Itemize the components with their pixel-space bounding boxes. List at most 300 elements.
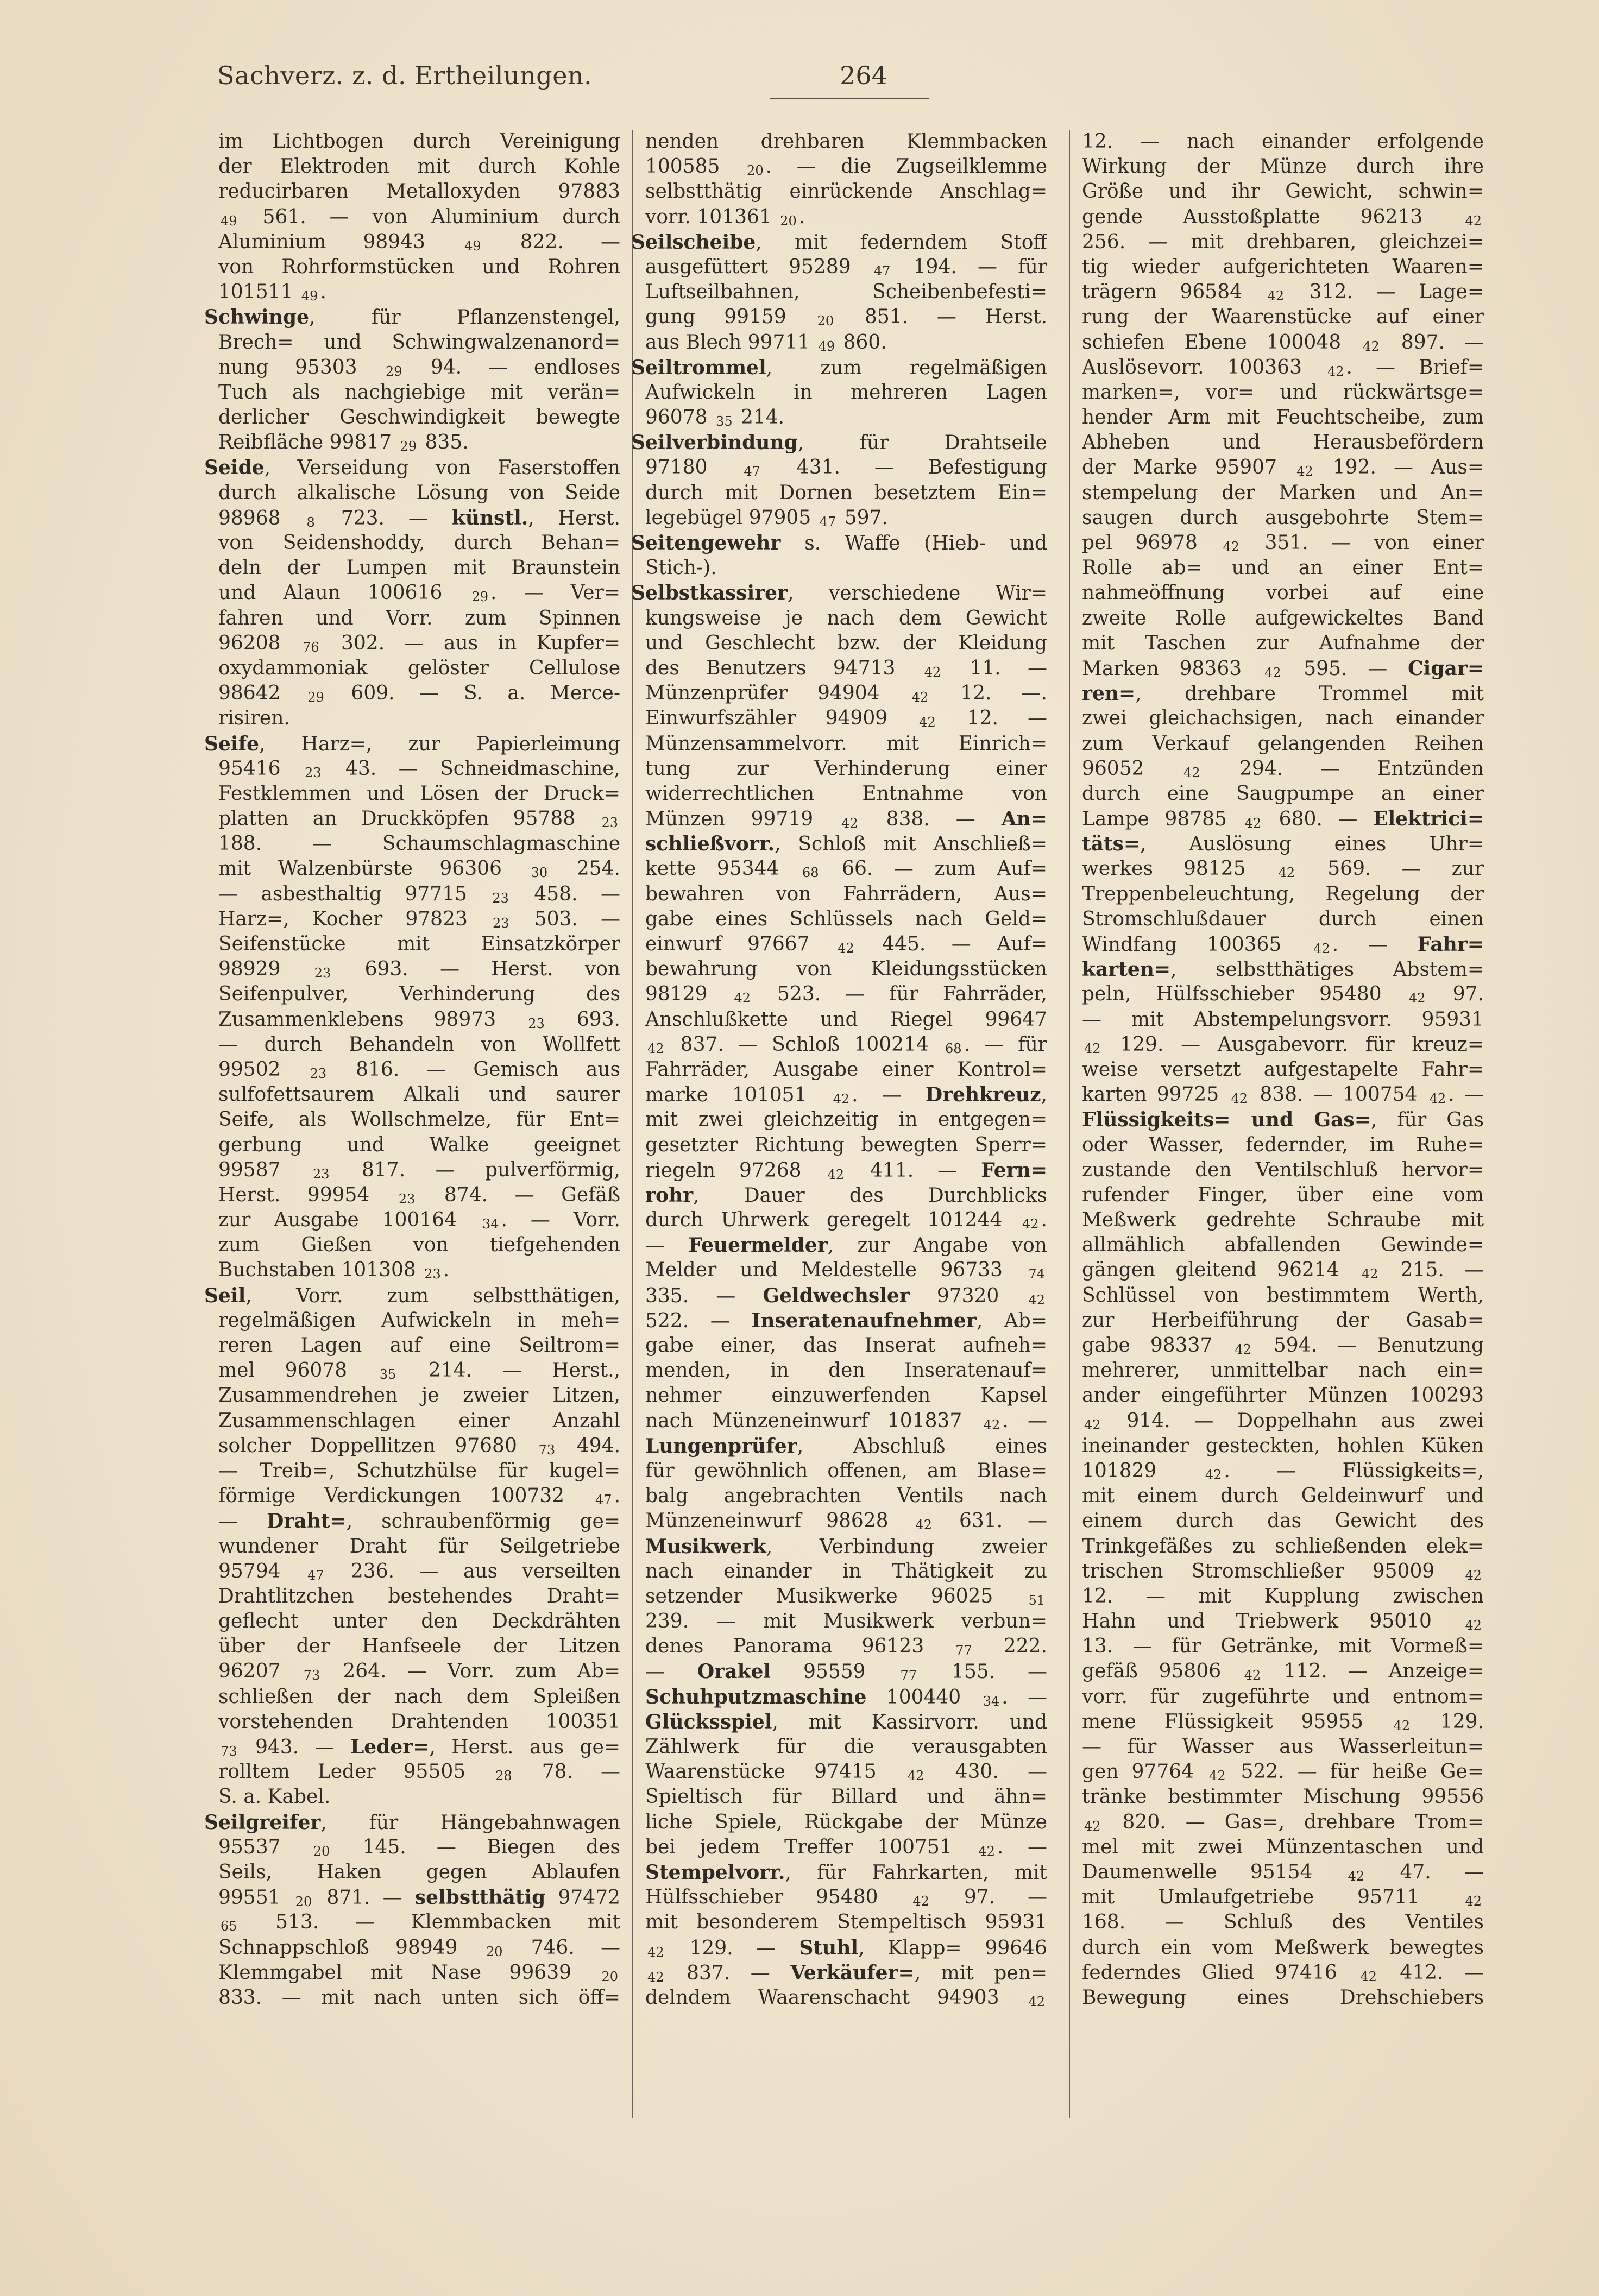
index-line: — asbesthaltig 97715 23 458. —	[218, 882, 620, 906]
headword: künstl.	[451, 506, 528, 529]
index-line: 95794 47 236. — aus verseilten	[218, 1560, 620, 1583]
index-line: 42 820. — Gas=, drehbare Trom=	[1084, 1811, 1484, 1834]
index-line: mit Walzenbürste 96306 30 254.	[218, 857, 620, 881]
patent-class-number: 73	[221, 1744, 237, 1759]
headword: Flüssigkeits= und Gas=	[1082, 1108, 1371, 1132]
index-line: 239. — mit Musikwerk verbun=	[645, 1610, 1047, 1633]
index-line: rung der Waarenstücke auf einer	[1082, 306, 1484, 329]
index-line: und Geschlecht bzw. der Kleidung	[645, 632, 1047, 654]
patent-class-number: 42	[1223, 539, 1239, 554]
patent-class-number: 42	[1361, 1266, 1378, 1282]
index-line: vorstehenden Drahtenden 100351	[218, 1710, 620, 1733]
patent-class-number: 23	[424, 1266, 441, 1282]
patent-class-number: 74	[1028, 1266, 1045, 1282]
index-line: tig wieder aufgerichteten Waaren=	[1082, 255, 1484, 278]
index-line: ren=, drehbare Trommel mit	[1082, 682, 1484, 705]
index-line: schiefen Ebene 100048 42 897. —	[1082, 331, 1484, 354]
index-line: 42 837. — Schloß 100214 68 . — für	[647, 1033, 1047, 1056]
index-line: vorr. 101361 20 .	[645, 205, 805, 229]
patent-class-number: 34	[983, 1693, 1000, 1709]
index-line: ineinander gesteckten, hohlen Küken	[1082, 1434, 1484, 1457]
headword: Draht=	[267, 1510, 347, 1533]
index-line: durch ein vom Meßwerk bewegtes	[1082, 1936, 1484, 1959]
index-line: durch eine Saugpumpe an einer	[1082, 782, 1484, 805]
index-line: schließvorr., Schloß mit Anschließ=	[645, 832, 1047, 856]
patent-class-number: 23	[492, 890, 509, 906]
patent-class-number: 42	[1465, 1894, 1482, 1909]
index-line: 96052 42 294. — Entzünden	[1082, 757, 1484, 780]
patent-class-number: 47	[595, 1492, 612, 1508]
headword: Glücksspiel	[645, 1710, 772, 1733]
patent-class-number: 42	[833, 1092, 850, 1107]
index-line: Brech= und Schwingwalzenanord=	[218, 331, 620, 354]
index-line: 101829 42 . — Flüssigkeits=,	[1082, 1459, 1484, 1483]
index-line: Seilscheibe, mit federndem Stoff	[631, 230, 1047, 254]
index-line: Tuch als nachgiebige mit verän=	[218, 381, 620, 403]
headword: Seilgreifer	[204, 1811, 321, 1834]
index-line: Zusammendrehen je zweier Litzen,	[218, 1384, 620, 1407]
index-line: gende Ausstoßplatte 96213 42	[1082, 205, 1482, 229]
index-line: — Draht=, schraubenförmig ge=	[218, 1510, 620, 1533]
patent-class-number: 23	[601, 815, 618, 831]
index-line: Bewegung eines Drehschiebers	[1082, 1986, 1484, 2009]
headword: Verkäufer=	[790, 1961, 915, 1984]
index-line: deln der Lumpen mit Braunstein	[218, 557, 620, 579]
patent-class-number: 42	[983, 1417, 1000, 1433]
column-divider	[1069, 130, 1070, 2118]
patent-class-number: 42	[1429, 1091, 1446, 1107]
patent-class-number: 42	[647, 1040, 664, 1056]
index-line: 12. — mit Kupplung zwischen	[1082, 1585, 1484, 1607]
headword: Seiltrommel	[631, 356, 766, 379]
patent-class-number: 42	[1363, 338, 1380, 354]
index-line: gabe einer, das Inserat aufneh=	[645, 1334, 1047, 1357]
index-line: solcher Doppellitzen 97680 73 494.	[218, 1434, 620, 1458]
index-line: tung zur Verhinderung einer	[645, 757, 1047, 780]
patent-class-number: 8	[306, 514, 315, 530]
patent-class-number: 42	[912, 1894, 929, 1909]
index-line: Schnappschloß 98949 20 746. —	[218, 1936, 620, 1959]
index-line: 98129 42 523. — für Fahrräder,	[645, 983, 1047, 1006]
patent-class-number: 42	[1205, 1467, 1222, 1483]
patent-class-number: 23	[528, 1015, 545, 1031]
patent-class-number: 29	[385, 363, 402, 379]
index-line: 101511 49 .	[218, 281, 326, 304]
index-line: sulfofettsaurem Alkali und saurer	[218, 1083, 620, 1106]
headword: An=	[1001, 808, 1047, 831]
patent-class-number: 23	[398, 1191, 416, 1207]
index-line: Schlüssel von bestimmtem Werth,	[1082, 1284, 1484, 1307]
patent-class-number: 42	[1313, 941, 1330, 956]
index-line: Stromschlußdauer durch einen	[1082, 907, 1484, 930]
index-line: legebügel 97905 47 597.	[645, 506, 888, 529]
patent-class-number: 42	[1327, 363, 1344, 379]
index-line: 12. — nach einander erfolgende	[1082, 130, 1484, 153]
index-line: balg angebrachten Ventils nach	[645, 1485, 1047, 1507]
headword: Drehkreuz	[925, 1083, 1041, 1107]
index-line: Rolle ab= und an einer Ent=	[1082, 557, 1484, 579]
index-line: Münzen 99719 42 838. — An=	[645, 808, 1047, 831]
index-line: oder Wasser, federnder, im Ruhe=	[1082, 1133, 1484, 1156]
headword: Lungenprüfer	[645, 1434, 797, 1458]
index-line: trägern 96584 42 312. — Lage=	[1082, 281, 1484, 304]
patent-class-number: 35	[379, 1367, 396, 1383]
index-line: geflecht unter den Deckdrähten	[218, 1610, 620, 1633]
patent-class-number: 42	[1022, 1216, 1039, 1232]
headword: Inseratenaufnehmer	[751, 1309, 977, 1332]
patent-class-number: 42	[1267, 288, 1285, 304]
patent-class-number: 77	[900, 1668, 917, 1684]
patent-class-number: 42	[924, 664, 941, 680]
patent-class-number: 42	[915, 1517, 933, 1533]
index-line: bewahren von Fahrrädern, Aus=	[645, 882, 1047, 905]
index-line: kungsweise je nach dem Gewicht	[645, 607, 1047, 629]
patent-class-number: 20	[817, 313, 834, 329]
index-line: von Rohrformstücken und Rohren	[218, 255, 620, 278]
index-line: gabe eines Schlüssels nach Geld=	[645, 907, 1047, 930]
index-line: 522. — Inseratenaufnehmer, Ab=	[645, 1309, 1047, 1332]
patent-class-number: 47	[744, 464, 760, 480]
index-line: Herst. 99954 23 874. — Gefäß	[218, 1183, 620, 1207]
index-line: ausgefüttert 95289 47 194. — für	[645, 255, 1047, 279]
index-line: reren Lagen auf eine Seiltrom=	[218, 1334, 620, 1357]
index-line: Seitengewehr s. Waffe (Hieb- und	[631, 532, 1047, 554]
index-line: platten an Druckköpfen 95788 23	[218, 808, 618, 831]
index-line: 42 914. — Doppelhahn aus zwei	[1084, 1409, 1484, 1433]
patent-class-number: 68	[945, 1040, 962, 1056]
index-line: marke 101051 42 . — Drehkreuz,	[645, 1083, 1047, 1107]
index-line: 335. — Geldwechsler 97320 42	[645, 1284, 1045, 1308]
index-line: mit einem durch Geldeinwurf und	[1082, 1485, 1484, 1507]
headword: Seide	[204, 456, 265, 480]
index-line: Größe und ihr Gewicht, schwin=	[1082, 180, 1484, 203]
index-line: einwurf 97667 42 445. — Auf=	[645, 933, 1047, 956]
index-line: kette 95344 68 66. — zum Auf=	[645, 857, 1047, 881]
patent-class-number: 20	[295, 1894, 312, 1910]
index-line: — mit Abstempelungsvorr. 95931	[1082, 1008, 1484, 1031]
patent-class-number: 20	[601, 1969, 618, 1984]
index-line: Fahrräder, Ausgabe einer Kontrol=	[645, 1058, 1047, 1081]
patent-class-number: 42	[1244, 1668, 1261, 1683]
index-line: Hülfsschieber 95480 42 97. —	[645, 1886, 1047, 1909]
index-line: 168. — Schluß des Ventiles	[1082, 1911, 1484, 1934]
index-line: trischen Stromschließer 95009 42	[1082, 1560, 1482, 1583]
headword: Stempelvorr.	[645, 1860, 785, 1884]
index-line: pel 96978 42 351. — von einer	[1082, 532, 1484, 554]
index-line: gängen gleitend 96214 42 215. —	[1082, 1259, 1484, 1282]
index-line: Seide, Verseidung von Faserstoffen	[204, 456, 620, 480]
index-line: Luftseilbahnen, Scheibenbefesti=	[645, 281, 1047, 304]
patent-class-number: 76	[302, 639, 319, 655]
index-line: vorr. für zugeführte und entnom=	[1082, 1685, 1484, 1708]
patent-class-number: 42	[841, 816, 858, 831]
patent-class-number: 42	[1209, 1768, 1226, 1784]
index-line: Trinkgefäßes zu schließenden elek=	[1082, 1535, 1484, 1557]
index-line: 13. — für Getränke, mit Vormeß=	[1082, 1635, 1484, 1658]
index-line: — durch Behandeln von Wollfett	[218, 1033, 620, 1056]
index-line: mel mit zwei Münzentaschen und	[1082, 1835, 1484, 1858]
index-line: wundener Draht für Seilgetriebe	[218, 1535, 620, 1557]
index-line: Münzenprüfer 94904 42 12. —.	[645, 682, 1047, 705]
index-line: Aluminium 98943 49 822. —	[218, 230, 620, 254]
patent-class-number: 42	[919, 715, 936, 730]
index-line: bei jedem Treffer 100751 42 . —	[645, 1835, 1047, 1859]
headword: Seitengewehr	[631, 532, 781, 554]
index-line: Meßwerk gedrehte Schraube mit	[1082, 1209, 1484, 1232]
index-line: 188. — Schaumschlagmaschine	[218, 832, 620, 855]
patent-class-number: 42	[1231, 1091, 1248, 1107]
index-line: weise versetzt aufgestapelte Fahr=	[1082, 1058, 1484, 1081]
patent-class-number: 34	[482, 1216, 499, 1232]
index-line: 42 129. — Ausgabevorr. für kreuz=	[1084, 1033, 1484, 1056]
index-line: karten=, selbstthätiges Abstem=	[1082, 958, 1484, 981]
running-head: Sachverz. z. d. Ertheilungen.	[217, 61, 593, 90]
patent-class-number: 23	[310, 1065, 327, 1081]
index-line: 42 837. — Verkäufer=, mit pen=	[647, 1961, 1047, 1985]
index-line: 73 943. — Leder=, Herst. aus ge=	[221, 1736, 620, 1759]
index-line: über der Hanfseele der Litzen	[218, 1635, 620, 1658]
index-line: gesetzter Richtung bewegten Sperr=	[645, 1133, 1047, 1156]
index-line: durch Uhrwerk geregelt 101244 42 .	[645, 1209, 1047, 1232]
patent-class-number: 65	[221, 1919, 237, 1934]
index-line: 42 129. — Stuhl, Klapp= 99646	[647, 1936, 1047, 1960]
patent-class-number: 51	[1028, 1592, 1045, 1608]
index-line: Festklemmen und Lösen der Druck=	[218, 782, 620, 805]
index-line: 99551 20 871. — selbstthätig 97472	[218, 1886, 620, 1910]
index-line: Zusammenklebens 98973 23 693.	[218, 1008, 620, 1031]
index-line: durch mit Dornen besetztem Ein=	[645, 481, 1047, 504]
patent-class-number: 73	[303, 1668, 320, 1683]
index-line: Seifenpulver, Verhinderung des	[218, 983, 620, 1006]
patent-class-number: 42	[1408, 991, 1426, 1006]
index-line: Melder und Meldestelle 96733 74	[645, 1259, 1045, 1282]
index-line: Hahn und Triebwerk 95010 42	[1082, 1610, 1482, 1633]
index-line: widerrechtlichen Entnahme von	[645, 782, 1047, 805]
index-line: Reibfläche 99817 29 835.	[218, 431, 469, 455]
patent-class-number: 47	[307, 1567, 324, 1583]
index-line: Wirkung der Münze durch ihre	[1082, 155, 1484, 178]
patent-class-number: 29	[471, 589, 488, 605]
index-line: Einwurfszähler 94909 42 12. —	[645, 707, 1047, 730]
patent-class-number: 47	[819, 514, 836, 529]
headword: täts=	[1082, 832, 1141, 856]
index-line: rufender Finger, über eine vom	[1082, 1183, 1484, 1206]
patent-class-number: 42	[647, 1944, 664, 1960]
headword: Stuhl	[799, 1936, 859, 1959]
index-line: für gewöhnlich offenen, am Blase=	[645, 1459, 1047, 1482]
index-column-3	[1082, 129, 1484, 2010]
headword: Seilscheibe	[631, 230, 756, 254]
headword: karten=	[1082, 958, 1171, 981]
index-line: 98929 23 693. — Herst. von	[218, 958, 620, 981]
headword: schließvorr.	[645, 832, 775, 856]
index-line: gabe 98337 42 594. — Benutzung	[1082, 1334, 1484, 1357]
index-line: zur Ausgabe 100164 34 . — Vorr.	[218, 1209, 620, 1232]
index-line: 95416 23 43. — Schneidmaschine,	[218, 757, 620, 780]
index-line: Daumenwelle 95154 42 47. —	[1082, 1860, 1484, 1884]
headword: Fern=	[981, 1158, 1047, 1182]
patent-class-number: 42	[1244, 816, 1262, 831]
headword: Seife	[204, 732, 259, 755]
index-line: 98968 8 723. — künstl., Herst.	[218, 506, 620, 530]
patent-class-number: 35	[715, 414, 733, 430]
index-line: stempelung der Marken und An=	[1082, 481, 1484, 504]
index-line: 97180 47 431. — Befestigung	[645, 456, 1047, 480]
patent-class-number: 23	[314, 966, 331, 981]
index-line: riegeln 97268 42 411. — Fern=	[645, 1158, 1047, 1182]
index-line: Musikwerk, Verbindung zweier	[645, 1535, 1047, 1558]
index-line: Stich-).	[645, 557, 717, 579]
index-line: Anschlußkette und Riegel 99647	[645, 1008, 1047, 1031]
patent-class-number: 49	[464, 238, 481, 254]
headword: Leder=	[350, 1736, 430, 1758]
index-line: 99587 23 817. — pulverförmig,	[218, 1158, 620, 1182]
patent-class-number: 68	[802, 865, 819, 881]
index-line: Klemmgabel mit Nase 99639 20	[218, 1961, 618, 1984]
index-line: Harz=, Kocher 97823 23 503. —	[218, 907, 620, 931]
index-line: 96207 73 264. — Vorr. zum Ab=	[218, 1660, 620, 1683]
index-line: Flüssigkeits= und Gas=, für Gas	[1082, 1108, 1484, 1132]
headword: Elektrici=	[1373, 808, 1484, 831]
index-line: Waarenstücke 97415 42 430. —	[645, 1761, 1047, 1784]
index-line: nung 95303 29 94. — endloses	[218, 356, 620, 379]
index-line: einem durch das Gewicht des	[1082, 1510, 1484, 1532]
patent-class-number: 42	[907, 1768, 924, 1784]
index-line: der Elektroden mit durch Kohle	[218, 155, 620, 178]
index-line: 256. — mit drehbaren, gleichzei=	[1082, 230, 1484, 253]
index-line: Lungenprüfer, Abschluß eines	[645, 1434, 1047, 1458]
index-line: Münzeneinwurf 98628 42 631. —	[645, 1510, 1047, 1533]
index-line: Windfang 100365 42 . — Fahr=	[1082, 933, 1484, 956]
index-line: Zusammenschlagen einer Anzahl	[218, 1409, 620, 1432]
index-line: werkes 98125 42 569. — zur	[1082, 857, 1484, 881]
index-line: Seil, Vorr. zum selbstthätigen,	[204, 1284, 620, 1307]
index-line: selbstthätig einrückende Anschlag=	[645, 180, 1047, 203]
index-line: saugen durch ausgebohrte Stem=	[1082, 506, 1484, 529]
index-line: Auslösevorr. 100363 42 . — Brief=	[1082, 356, 1484, 379]
patent-class-number: 42	[827, 1166, 845, 1182]
index-line: — Feuermelder, zur Angabe von	[645, 1234, 1047, 1257]
patent-class-number: 42	[911, 690, 929, 705]
index-line: Buchstaben 101308 23 .	[218, 1259, 450, 1282]
index-line: tränke bestimmter Mischung 99556	[1082, 1786, 1484, 1808]
patent-class-number: 23	[304, 765, 322, 780]
index-line: Seils, Haken gegen Ablaufen	[218, 1860, 620, 1883]
index-line: federndes Glied 97416 42 412. —	[1082, 1961, 1484, 1984]
patent-class-number: 42	[1360, 1969, 1377, 1984]
headword: ren=	[1082, 682, 1136, 705]
headword: Seil	[204, 1284, 246, 1307]
index-line: nehmer einzuwerfenden Kapsel	[645, 1384, 1047, 1407]
index-line: oxydammoniak gelöster Cellulose	[218, 657, 620, 679]
patent-class-number: 42	[1465, 213, 1482, 229]
patent-class-number: 42	[978, 1843, 995, 1859]
header-rule	[770, 98, 929, 99]
headword: Geldwechsler	[763, 1284, 910, 1307]
index-line: der Marke 95907 42 192. — Aus=	[1082, 456, 1484, 480]
index-line: derlicher Geschwindigkeit bewegte	[218, 406, 620, 429]
index-line: reducirbaren Metalloxyden 97883	[218, 180, 620, 203]
patent-class-number: 20	[747, 163, 764, 179]
index-line: nach einander in Thätigkeit zu	[645, 1560, 1047, 1582]
index-line: — für Wasser aus Wasserleitun=	[1082, 1736, 1484, 1758]
index-line: gung 99159 20 851. — Herst.	[645, 306, 1047, 329]
headword: selbstthätig	[414, 1886, 546, 1909]
index-line: mit zwei gleichzeitig in entgegen=	[645, 1108, 1047, 1131]
patent-class-number: 42	[1465, 1618, 1482, 1633]
patent-class-number: 42	[734, 991, 751, 1006]
patent-class-number: 42	[1235, 1342, 1251, 1357]
index-line: delndem Waarenschacht 94903 42	[645, 1986, 1045, 2009]
headword: rohr	[645, 1183, 694, 1207]
patent-class-number: 20	[486, 1944, 503, 1959]
index-line: 49 561. — von Aluminium durch	[221, 205, 620, 229]
index-line: Seiltrommel, zum regelmäßigen	[631, 356, 1047, 379]
patent-class-number: 23	[312, 1166, 330, 1182]
patent-class-number: 42	[1296, 464, 1313, 480]
patent-class-number: 42	[1465, 1567, 1482, 1583]
index-line: 100585 20 . — die Zugseilklemme	[645, 155, 1047, 179]
index-line: liche Spiele, Rückgabe der Münze	[645, 1811, 1047, 1833]
index-line: menden, in den Inseratenauf=	[645, 1359, 1047, 1382]
index-line: gerbung und Walke geeignet	[218, 1133, 620, 1156]
index-line: des Benutzers 94713 42 11. —	[645, 657, 1047, 680]
index-line: und Alaun 100616 29 . — Ver=	[218, 582, 620, 605]
index-line: 96208 76 302. — aus in Kupfer=	[218, 632, 620, 655]
headword: Musikwerk	[645, 1535, 766, 1558]
index-line: allmählich abfallenden Gewinde=	[1082, 1234, 1484, 1257]
index-column-1	[204, 129, 620, 2010]
index-line: zur Herbeiführung der Gasab=	[1082, 1309, 1484, 1332]
index-line: förmige Verdickungen 100732 47 .	[218, 1485, 620, 1508]
index-line: Schuhputzmaschine 100440 34 . —	[645, 1685, 1047, 1709]
index-line: durch alkalische Lösung von Seide	[218, 481, 620, 504]
patent-class-number: 42	[1278, 865, 1295, 881]
index-line: mene Flüssigkeit 95955 42 129.	[1082, 1710, 1484, 1733]
index-line: — Orakel 95559 77 155. —	[645, 1660, 1047, 1684]
page-number: 264	[840, 61, 887, 90]
patent-class-number: 42	[647, 1969, 664, 1985]
patent-class-number: 42	[1084, 1040, 1101, 1056]
patent-class-number: 49	[301, 288, 318, 304]
index-line: mit Umlaufgetriebe 95711 42	[1082, 1886, 1482, 1909]
index-line: ander eingeführter Münzen 100293	[1082, 1384, 1484, 1407]
index-line: denes Panorama 96123 77 222.	[645, 1635, 1047, 1658]
patent-class-number: 42	[1084, 1818, 1101, 1834]
patent-class-number: 49	[221, 213, 237, 229]
patent-class-number: 42	[838, 941, 854, 956]
index-line: Aufwickeln in mehreren Lagen	[645, 381, 1047, 403]
index-line: Seife, Harz=, zur Papierleimung	[204, 732, 620, 755]
index-line: regelmäßigen Aufwickeln in meh=	[218, 1309, 620, 1332]
patent-class-number: 73	[538, 1442, 556, 1458]
index-line: rolltem Leder 95505 28 78. —	[218, 1761, 620, 1784]
headword: Selbstkassirer	[631, 582, 788, 605]
index-line: risiren.	[218, 707, 290, 730]
patent-class-number: 42	[1183, 765, 1200, 780]
patent-class-number: 47	[873, 263, 891, 279]
patent-class-number: 42	[1348, 1868, 1365, 1884]
index-line: Seilgreifer, für Hängebahnwagen	[204, 1811, 620, 1834]
headword: Feuermelder	[688, 1234, 828, 1257]
index-line: Treppenbeleuchtung, Regelung der	[1082, 882, 1484, 905]
index-line: Seifenstücke mit Einsatzkörper	[218, 933, 620, 955]
index-line: 833. — mit nach unten sich öff=	[218, 1986, 620, 2009]
patent-class-number: 42	[1028, 1994, 1045, 2009]
index-line: 65 513. — Klemmbacken mit	[221, 1911, 620, 1934]
patent-class-number: 23	[493, 915, 509, 931]
index-line: rohr, Dauer des Durchblicks	[645, 1183, 1047, 1207]
